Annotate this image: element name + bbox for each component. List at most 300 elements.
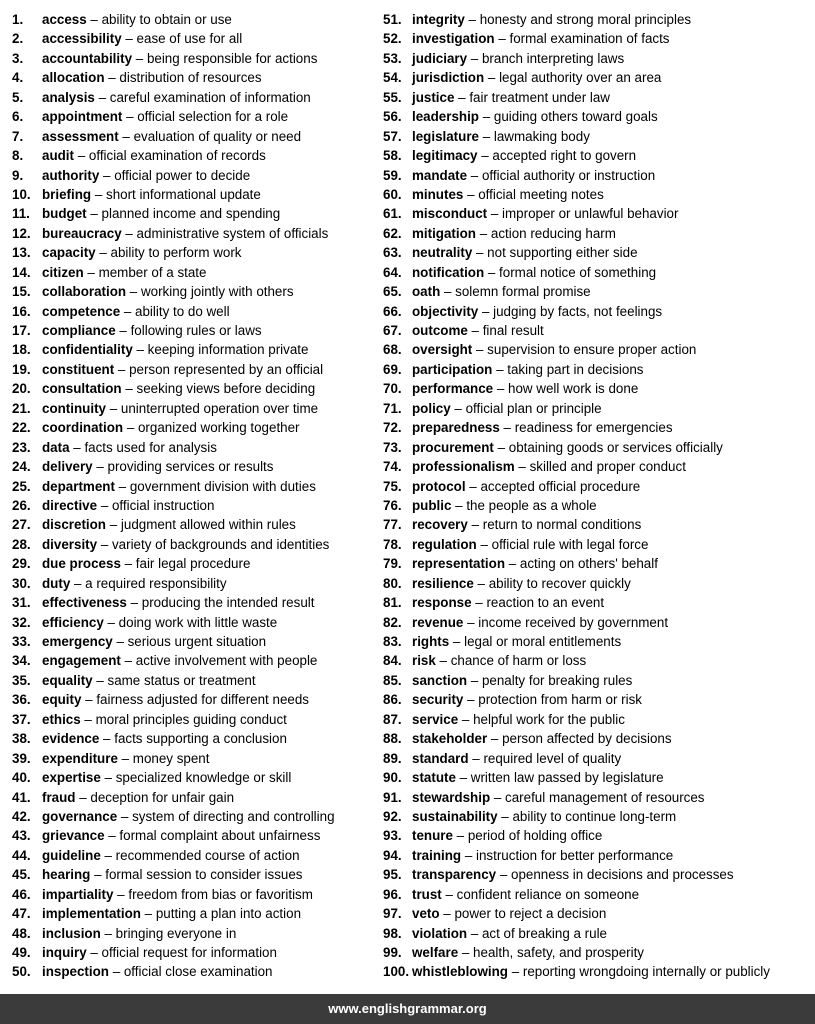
item-definition: official authority or instruction <box>481 167 656 183</box>
item-definition: ability to perform work <box>110 245 242 261</box>
item-definition: government division with duties <box>129 478 316 494</box>
item-number: 81. <box>383 595 402 611</box>
item-definition: legal authority over an area <box>499 70 662 86</box>
item-number: 45. <box>12 867 31 883</box>
item-separator: – <box>118 128 134 144</box>
item-separator: – <box>473 575 489 591</box>
item-separator: – <box>464 12 480 27</box>
item-number: 55. <box>383 89 402 105</box>
item-separator: – <box>461 847 476 863</box>
item-separator: – <box>103 614 119 630</box>
item-separator: – <box>74 148 89 164</box>
item-number: 18. <box>12 342 31 358</box>
item-number: 1. <box>12 12 24 27</box>
item-number: 96. <box>383 886 402 902</box>
item-separator: – <box>69 439 85 455</box>
list-item <box>12 302 380 321</box>
list-item <box>12 885 380 904</box>
list-item <box>12 10 380 29</box>
item-number: 26. <box>12 497 31 513</box>
item-separator: – <box>132 50 147 66</box>
item-number: 37. <box>12 711 31 727</box>
item-definition: careful examination of information <box>109 89 311 105</box>
item-separator: – <box>450 400 466 416</box>
item-number: 63. <box>383 245 402 261</box>
item-term: outcome <box>412 323 468 338</box>
item-number: 47. <box>12 906 31 922</box>
item-term: hearing <box>42 867 91 883</box>
item-separator: – <box>505 556 520 572</box>
list-item <box>12 554 380 573</box>
vocabulary-column-left <box>12 10 380 982</box>
item-number: 29. <box>12 556 31 572</box>
list-item <box>12 690 380 709</box>
item-separator: – <box>472 245 488 261</box>
item-term: due process <box>42 556 121 572</box>
item-definition: final result <box>482 323 544 338</box>
list-item <box>12 438 380 457</box>
item-separator: – <box>91 186 106 202</box>
list-item <box>383 204 813 223</box>
item-number: 56. <box>383 109 402 125</box>
item-number: 50. <box>12 964 31 980</box>
item-term: statute <box>412 770 456 786</box>
list-item <box>12 146 380 165</box>
item-number: 36. <box>12 692 31 708</box>
item-definition: health, safety, and prosperity <box>473 945 644 960</box>
item-number: 48. <box>12 925 31 941</box>
item-separator: – <box>97 497 112 513</box>
item-term: impartiality <box>42 886 114 902</box>
item-term: expertise <box>42 770 101 786</box>
item-separator: – <box>458 945 474 960</box>
item-definition: uninterrupted operation over time <box>120 400 319 416</box>
item-separator: – <box>90 867 106 883</box>
item-definition: keeping information private <box>147 342 309 358</box>
item-number: 76. <box>383 497 402 513</box>
item-term: data <box>42 439 70 455</box>
item-separator: – <box>97 536 112 552</box>
item-definition: act of breaking a rule <box>481 925 608 941</box>
item-separator: – <box>132 342 148 358</box>
item-term: audit <box>42 148 74 164</box>
item-number: 97. <box>383 906 402 922</box>
list-item <box>12 807 380 826</box>
item-term: representation <box>412 556 506 572</box>
item-number: 21. <box>12 400 31 416</box>
item-number: 51. <box>383 12 402 27</box>
list-item <box>12 379 380 398</box>
item-number: 4. <box>12 70 24 86</box>
list-item <box>12 651 380 670</box>
item-separator: – <box>467 517 483 533</box>
item-term: risk <box>412 653 436 669</box>
item-definition: person represented by an official <box>129 361 324 377</box>
list-item <box>12 360 380 379</box>
item-number: 53. <box>383 50 402 66</box>
item-definition: moral principles guiding conduct <box>95 711 287 727</box>
item-number: 17. <box>12 323 31 338</box>
list-item <box>383 924 813 943</box>
item-separator: – <box>115 323 131 338</box>
item-term: integrity <box>412 12 465 27</box>
item-definition: administrative system of officials <box>136 225 329 241</box>
item-term: implementation <box>42 906 141 922</box>
item-number: 40. <box>12 770 31 786</box>
item-separator: – <box>435 653 451 669</box>
item-definition: confident reliance on someone <box>456 886 640 902</box>
item-term: compliance <box>42 323 116 338</box>
item-term: mandate <box>412 167 468 183</box>
item-number: 58. <box>383 148 402 164</box>
item-definition: openness in decisions and processes <box>511 867 734 883</box>
list-item <box>383 632 813 651</box>
item-term: training <box>412 847 462 863</box>
item-separator: – <box>487 731 503 747</box>
item-definition: reporting wrongdoing internally or publicly <box>522 964 770 980</box>
item-term: response <box>412 595 472 611</box>
item-number: 44. <box>12 847 31 863</box>
list-item <box>383 574 813 593</box>
item-number: 43. <box>12 828 31 844</box>
list-item <box>383 807 813 826</box>
item-number: 94. <box>383 847 402 863</box>
list-item <box>12 166 380 185</box>
item-term: misconduct <box>412 206 488 222</box>
item-number: 73. <box>383 439 402 455</box>
list-item <box>383 302 813 321</box>
item-definition: solemn formal promise <box>455 284 591 300</box>
item-term: accessibility <box>42 31 122 47</box>
item-term: welfare <box>412 945 459 960</box>
item-number: 84. <box>383 653 402 669</box>
item-definition: instruction for better performance <box>476 847 674 863</box>
item-term: equality <box>42 672 93 688</box>
list-item <box>383 10 813 29</box>
item-term: capacity <box>42 245 96 261</box>
item-separator: – <box>467 50 482 66</box>
item-term: allocation <box>42 70 105 86</box>
item-term: public <box>412 497 452 513</box>
item-number: 14. <box>12 264 31 280</box>
item-separator: – <box>120 303 136 319</box>
item-number: 92. <box>383 808 402 824</box>
list-item <box>383 88 813 107</box>
item-definition: formal complaint about unfairness <box>119 828 321 844</box>
list-item <box>12 477 380 496</box>
item-term: emergency <box>42 634 113 649</box>
item-definition: protection from harm or risk <box>478 692 642 708</box>
item-separator: – <box>493 381 509 397</box>
item-number: 12. <box>12 225 31 241</box>
item-definition: official rule with legal force <box>491 536 649 552</box>
item-definition: formal examination of facts <box>509 31 670 47</box>
item-number: 49. <box>12 945 31 960</box>
item-term: standard <box>412 750 469 766</box>
list-item <box>383 68 813 87</box>
item-term: competence <box>42 303 121 319</box>
item-definition: reaction to an event <box>486 595 605 611</box>
item-number: 70. <box>383 381 402 397</box>
item-term: legislature <box>412 128 479 144</box>
list-item <box>12 282 380 301</box>
item-definition: formal session to consider issues <box>105 867 303 883</box>
item-term: duty <box>42 575 71 591</box>
list-item <box>12 496 380 515</box>
item-term: whistleblowing <box>412 964 508 980</box>
list-item <box>383 49 813 68</box>
item-definition: branch interpreting laws <box>481 50 625 66</box>
item-term: governance <box>42 808 118 824</box>
item-definition: official meeting notes <box>478 186 604 202</box>
item-term: accountability <box>42 50 133 66</box>
list-item <box>12 185 380 204</box>
list-item <box>383 340 813 359</box>
item-definition: careful management of resources <box>505 789 705 805</box>
item-definition: improper or unlawful behavior <box>502 206 679 222</box>
item-term: department <box>42 478 115 494</box>
list-item <box>12 924 380 943</box>
item-term: constituent <box>42 361 115 377</box>
item-separator: – <box>113 886 129 902</box>
item-term: diversity <box>42 536 98 552</box>
item-definition: variety of backgrounds and identities <box>111 536 330 552</box>
item-separator: – <box>467 323 483 338</box>
item-number: 89. <box>383 750 402 766</box>
item-term: legitimacy <box>412 148 478 164</box>
item-term: directive <box>42 497 98 513</box>
item-separator: – <box>108 964 124 980</box>
list-item <box>383 321 813 340</box>
list-item <box>383 885 813 904</box>
item-definition: not supporting either side <box>487 245 638 261</box>
list-item <box>383 710 813 729</box>
list-item <box>383 185 813 204</box>
item-number: 87. <box>383 711 402 727</box>
item-number: 54. <box>383 70 402 86</box>
item-number: 57. <box>383 128 402 144</box>
list-item <box>12 962 380 981</box>
item-separator: – <box>441 886 457 902</box>
list-item <box>383 107 813 126</box>
item-separator: – <box>126 595 142 611</box>
item-definition: planned income and spending <box>101 206 281 222</box>
item-separator: – <box>104 828 120 844</box>
list-item <box>12 224 380 243</box>
item-definition: a required responsibility <box>85 575 227 591</box>
list-item <box>12 321 380 340</box>
item-number: 31. <box>12 595 31 611</box>
item-separator: – <box>100 770 116 786</box>
list-item <box>12 749 380 768</box>
item-separator: – <box>83 264 99 280</box>
item-term: leadership <box>412 109 479 125</box>
item-number: 86. <box>383 692 402 708</box>
item-definition: producing the intended result <box>141 595 315 611</box>
item-separator: – <box>86 12 102 27</box>
item-term: policy <box>412 400 451 416</box>
list-item <box>383 651 813 670</box>
item-term: objectivity <box>412 303 479 319</box>
item-separator: – <box>467 925 482 941</box>
item-definition: written law passed by legislature <box>470 770 664 786</box>
footer-bar <box>0 994 815 1024</box>
item-definition: serious urgent situation <box>127 634 267 649</box>
item-term: inquiry <box>42 945 87 960</box>
item-term: oath <box>412 284 441 300</box>
item-separator: – <box>468 750 484 766</box>
item-term: expenditure <box>42 750 118 766</box>
item-number: 79. <box>383 556 402 572</box>
item-number: 71. <box>383 400 402 416</box>
item-term: stakeholder <box>412 731 488 747</box>
item-term: justice <box>412 89 455 105</box>
item-separator: – <box>484 70 500 86</box>
item-separator: – <box>75 789 91 805</box>
item-separator: – <box>105 400 121 416</box>
list-item <box>383 360 813 379</box>
item-number: 42. <box>12 808 31 824</box>
list-item <box>12 865 380 884</box>
item-definition: active involvement with people <box>135 653 318 669</box>
item-number: 59. <box>383 167 402 183</box>
item-definition: fair legal procedure <box>135 556 251 572</box>
item-separator: – <box>439 906 455 922</box>
item-separator: – <box>122 109 138 125</box>
item-separator: – <box>478 128 494 144</box>
item-term: budget <box>42 206 87 222</box>
item-separator: – <box>499 420 515 436</box>
item-term: authority <box>42 167 100 183</box>
item-number: 60. <box>383 186 402 202</box>
item-term: grievance <box>42 828 105 844</box>
list-item <box>12 613 380 632</box>
item-separator: – <box>123 420 138 436</box>
item-number: 61. <box>383 206 402 222</box>
item-definition: official close examination <box>123 964 273 980</box>
item-number: 69. <box>383 361 402 377</box>
list-item <box>383 768 813 787</box>
item-number: 33. <box>12 634 31 649</box>
item-term: notification <box>412 264 485 280</box>
item-number: 3. <box>12 50 24 66</box>
item-term: revenue <box>412 614 464 630</box>
item-definition: facts supporting a conclusion <box>114 731 287 747</box>
list-item <box>383 846 813 865</box>
item-number: 28. <box>12 536 31 552</box>
item-definition: system of directing and controlling <box>132 808 335 824</box>
list-item <box>12 68 380 87</box>
item-separator: – <box>463 692 479 708</box>
item-separator: – <box>440 284 456 300</box>
list-item <box>383 690 813 709</box>
item-number: 13. <box>12 245 31 261</box>
list-item <box>12 826 380 845</box>
item-definition: official power to decide <box>114 167 251 183</box>
list-item <box>383 399 813 418</box>
list-item <box>383 146 813 165</box>
item-separator: – <box>472 342 488 358</box>
item-separator: – <box>467 167 482 183</box>
list-item <box>383 788 813 807</box>
item-number: 68. <box>383 342 402 358</box>
item-separator: – <box>476 536 492 552</box>
item-term: tenure <box>412 828 453 844</box>
item-number: 90. <box>383 770 402 786</box>
item-term: access <box>42 12 87 27</box>
item-separator: – <box>467 672 482 688</box>
list-item <box>12 263 380 282</box>
item-number: 16. <box>12 303 31 319</box>
item-separator: – <box>497 808 513 824</box>
list-item <box>12 49 380 68</box>
list-item <box>12 88 380 107</box>
item-number: 100. <box>383 964 410 980</box>
list-item <box>383 379 813 398</box>
item-term: collaboration <box>42 284 127 300</box>
item-term: recovery <box>412 517 468 533</box>
item-number: 46. <box>12 886 31 902</box>
item-number: 23. <box>12 439 31 455</box>
item-number: 30. <box>12 575 31 591</box>
item-separator: – <box>120 653 136 669</box>
list-item <box>383 282 813 301</box>
item-separator: – <box>112 634 128 649</box>
item-term: discretion <box>42 517 106 533</box>
item-term: evidence <box>42 731 100 747</box>
item-number: 66. <box>383 303 402 319</box>
list-item <box>383 613 813 632</box>
item-separator: – <box>140 906 156 922</box>
item-number: 77. <box>383 517 402 533</box>
item-number: 64. <box>383 264 402 280</box>
item-number: 88. <box>383 731 402 747</box>
list-item <box>12 593 380 612</box>
item-separator: – <box>114 361 130 377</box>
item-definition: taking part in decisions <box>507 361 644 377</box>
list-item <box>383 418 813 437</box>
item-separator: – <box>496 867 511 883</box>
item-number: 9. <box>12 167 24 183</box>
item-separator: – <box>465 478 481 494</box>
list-item <box>12 107 380 126</box>
item-separator: – <box>94 89 110 105</box>
item-definition: the people as a whole <box>466 497 597 513</box>
list-item <box>12 671 380 690</box>
item-definition: specialized knowledge or skill <box>115 770 292 786</box>
list-item <box>383 671 813 690</box>
list-item <box>383 593 813 612</box>
item-term: delivery <box>42 459 93 475</box>
item-definition: official plan or principle <box>465 400 602 416</box>
item-definition: organized working together <box>137 420 300 436</box>
item-definition: judging by facts, not feelings <box>493 303 663 319</box>
list-item <box>383 29 813 48</box>
item-separator: – <box>100 847 116 863</box>
item-separator: – <box>86 206 102 222</box>
item-separator: – <box>449 634 465 649</box>
item-separator: – <box>117 750 133 766</box>
item-number: 15. <box>12 284 31 300</box>
item-definition: how well work is done <box>508 381 639 397</box>
list-item <box>383 166 813 185</box>
list-item <box>12 127 380 146</box>
vocabulary-column-right <box>383 10 813 982</box>
item-number: 80. <box>383 575 402 591</box>
list-item <box>12 243 380 262</box>
item-number: 82. <box>383 614 402 630</box>
item-separator: – <box>100 925 116 941</box>
